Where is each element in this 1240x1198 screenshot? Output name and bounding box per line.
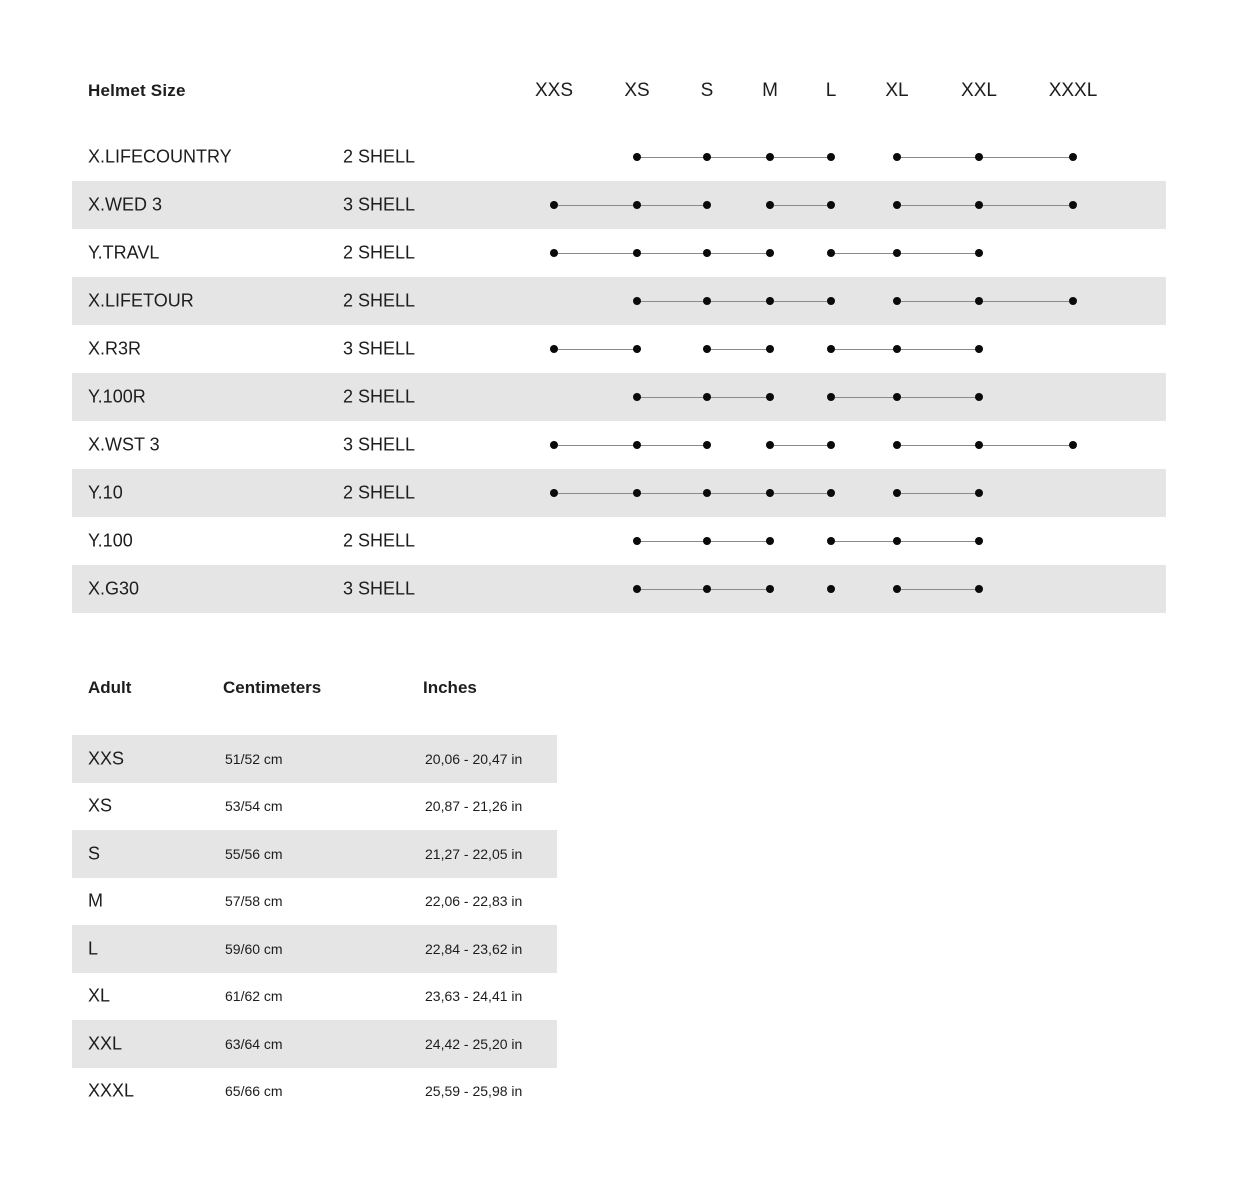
fit-size-label: S [88, 843, 101, 864]
size-dot-s [703, 441, 711, 449]
helmet-model-label: X.R3R [88, 338, 142, 359]
size-dot-l [827, 249, 835, 257]
size-dot-l [827, 393, 835, 401]
size-dot-s [703, 153, 711, 161]
fit-header-inches: Inches [423, 678, 477, 697]
size-column-header-xxxl: XXXL [1048, 80, 1098, 101]
size-range-line [897, 445, 1073, 446]
fit-size-label: XS [88, 795, 113, 816]
size-dot-m [766, 585, 774, 593]
size-column-header-xl: XL [885, 80, 909, 101]
size-dot-xxl [975, 537, 983, 545]
size-dot-xxl [975, 297, 983, 305]
helmet-model-label: Y.100 [88, 530, 133, 551]
fit-inches-value: 21,27 - 22,05 in [425, 845, 523, 862]
fit-row [72, 830, 557, 878]
helmet-model-label: X.LIFECOUNTRY [88, 146, 232, 167]
size-range-line [897, 589, 979, 590]
fit-size-label: XL [88, 985, 111, 1006]
size-dot-s [703, 393, 711, 401]
size-column-header-s: S [700, 80, 714, 101]
size-dot-m [766, 537, 774, 545]
size-dot-xxxl [1069, 201, 1077, 209]
size-dot-m [766, 345, 774, 353]
fit-inches-value: 22,06 - 22,83 in [425, 893, 523, 910]
size-dot-xs [633, 489, 641, 497]
helmet-row [72, 517, 1166, 565]
size-dot-xl [893, 537, 901, 545]
helmet-shell-label: 3 SHELL [343, 338, 416, 359]
size-range-line [831, 253, 979, 254]
size-dot-xxs [550, 441, 558, 449]
fit-inches-value: 22,84 - 23,62 in [425, 940, 523, 957]
helmet-shell-label: 2 SHELL [343, 146, 416, 167]
size-dot-s [703, 537, 711, 545]
fit-row [72, 783, 557, 831]
helmet-model-label: Y.TRAVL [88, 242, 160, 263]
size-dot-s [703, 297, 711, 305]
size-range-line [637, 157, 831, 158]
helmet-shell-label: 3 SHELL [343, 578, 416, 599]
fit-row [72, 973, 557, 1021]
size-dot-m [766, 297, 774, 305]
size-dot-xs [633, 249, 641, 257]
size-dot-l [827, 585, 835, 593]
size-dot-m [766, 153, 774, 161]
size-dot-s [703, 585, 711, 593]
fit-row [72, 925, 557, 973]
fit-centimeters-value: 59/60 cm [225, 940, 283, 957]
helmet-row [72, 133, 1166, 181]
fit-size-label: XXXL [88, 1080, 135, 1101]
size-dot-xxl [975, 489, 983, 497]
fit-row [72, 1068, 557, 1116]
size-dot-l [827, 201, 835, 209]
helmet-shell-label: 2 SHELL [343, 242, 416, 263]
size-dot-xxl [975, 393, 983, 401]
size-dot-xs [633, 441, 641, 449]
size-dot-l [827, 489, 835, 497]
fit-inches-value: 20,06 - 20,47 in [425, 750, 523, 767]
size-range-line [897, 301, 1073, 302]
size-column-header-xxs: XXS [534, 80, 574, 101]
size-range-line [554, 445, 707, 446]
size-dot-xl [893, 249, 901, 257]
helmet-shell-label: 2 SHELL [343, 290, 416, 311]
fit-inches-value: 20,87 - 21,26 in [425, 798, 523, 815]
fit-centimeters-value: 63/64 cm [225, 1035, 283, 1052]
helmet-shell-label: 3 SHELL [343, 434, 416, 455]
size-range-line [897, 493, 979, 494]
fit-centimeters-value: 61/62 cm [225, 988, 283, 1005]
size-range-line [637, 301, 831, 302]
size-dot-l [827, 345, 835, 353]
size-dot-m [766, 201, 774, 209]
fit-centimeters-value: 55/56 cm [225, 845, 283, 862]
size-range-line [831, 541, 979, 542]
helmet-size-table [72, 69, 1166, 613]
size-range-line [707, 349, 770, 350]
fit-table-header [72, 660, 557, 735]
size-dot-xl [893, 201, 901, 209]
fit-row [72, 878, 557, 926]
size-dot-xl [893, 441, 901, 449]
helmet-shell-label: 2 SHELL [343, 482, 416, 503]
size-dot-s [703, 345, 711, 353]
size-range-line [897, 157, 1073, 158]
size-dot-xxl [975, 345, 983, 353]
size-dot-xl [893, 489, 901, 497]
helmet-row [72, 181, 1166, 229]
fit-centimeters-value: 53/54 cm [225, 798, 283, 815]
fit-rows [72, 735, 557, 1115]
size-dot-l [827, 297, 835, 305]
size-dot-xs [633, 153, 641, 161]
size-dot-m [766, 441, 774, 449]
size-range-line [770, 445, 831, 446]
size-dot-s [703, 201, 711, 209]
helmet-row [72, 325, 1166, 373]
fit-centimeters-value: 65/66 cm [225, 1083, 283, 1100]
fit-size-label: XXS [88, 748, 125, 769]
size-dot-xxl [975, 585, 983, 593]
size-dot-xxl [975, 249, 983, 257]
size-dot-xs [633, 297, 641, 305]
size-dot-xxl [975, 153, 983, 161]
size-range-line [554, 253, 770, 254]
helmet-shell-label: 2 SHELL [343, 386, 416, 407]
adult-fit-table [72, 660, 557, 1115]
size-dot-xxs [550, 201, 558, 209]
size-dot-s [703, 489, 711, 497]
helmet-model-label: Y.100R [88, 386, 146, 407]
size-dot-xxl [975, 441, 983, 449]
size-dot-xxxl [1069, 441, 1077, 449]
size-dot-xl [893, 345, 901, 353]
size-dot-xs [633, 393, 641, 401]
size-dot-l [827, 153, 835, 161]
size-dot-xxs [550, 489, 558, 497]
size-column-header-l: L [825, 80, 837, 101]
fit-header-adult: Adult [88, 678, 132, 697]
size-dot-l [827, 441, 835, 449]
fit-row [72, 1020, 557, 1068]
size-range-line [554, 349, 637, 350]
helmet-model-label: X.WED 3 [88, 194, 163, 215]
fit-size-label: L [88, 938, 99, 959]
size-dot-xs [633, 585, 641, 593]
size-range-line [770, 205, 831, 206]
size-dot-xxxl [1069, 153, 1077, 161]
helmet-model-label: X.G30 [88, 578, 140, 599]
fit-header-centimeters: Centimeters [223, 678, 322, 697]
size-range-line [897, 205, 1073, 206]
helmet-model-label: X.LIFETOUR [88, 290, 194, 311]
size-dot-xxs [550, 249, 558, 257]
size-dot-m [766, 393, 774, 401]
fit-inches-value: 24,42 - 25,20 in [425, 1035, 523, 1052]
fit-row [72, 735, 557, 783]
helmet-shell-label: 2 SHELL [343, 530, 416, 551]
helmet-row [72, 469, 1166, 517]
size-dot-xxxl [1069, 297, 1077, 305]
size-dot-xl [893, 153, 901, 161]
size-dot-m [766, 489, 774, 497]
helmet-size-title: Helmet Size [88, 81, 186, 100]
size-column-header-xs: XS [624, 80, 650, 101]
size-range-line [554, 205, 707, 206]
size-dot-xs [633, 537, 641, 545]
size-dot-xxs [550, 345, 558, 353]
size-dot-xl [893, 297, 901, 305]
helmet-row [72, 277, 1166, 325]
size-column-header-xxl: XXL [961, 80, 997, 101]
fit-inches-value: 25,59 - 25,98 in [425, 1083, 523, 1100]
helmet-row [72, 565, 1166, 613]
size-range-line [831, 397, 979, 398]
helmet-rows [72, 133, 1166, 613]
helmet-row [72, 373, 1166, 421]
size-dot-m [766, 249, 774, 257]
helmet-row [72, 229, 1166, 277]
size-dot-xl [893, 393, 901, 401]
helmet-table-header [72, 69, 1166, 133]
fit-size-label: M [88, 890, 103, 911]
fit-size-label: XXL [88, 1033, 123, 1054]
size-dot-l [827, 537, 835, 545]
helmet-model-label: Y.10 [88, 482, 123, 503]
fit-centimeters-value: 51/52 cm [225, 750, 283, 767]
helmet-shell-label: 3 SHELL [343, 194, 416, 215]
fit-centimeters-value: 57/58 cm [225, 893, 283, 910]
helmet-model-label: X.WST 3 [88, 434, 160, 455]
fit-inches-value: 23,63 - 24,41 in [425, 988, 523, 1005]
size-column-header-m: M [762, 80, 778, 101]
size-range-line [831, 349, 979, 350]
size-range-line [554, 493, 831, 494]
size-dot-xs [633, 201, 641, 209]
helmet-row [72, 421, 1166, 469]
size-dot-xxl [975, 201, 983, 209]
size-dot-xl [893, 585, 901, 593]
size-dot-s [703, 249, 711, 257]
size-dot-xs [633, 345, 641, 353]
